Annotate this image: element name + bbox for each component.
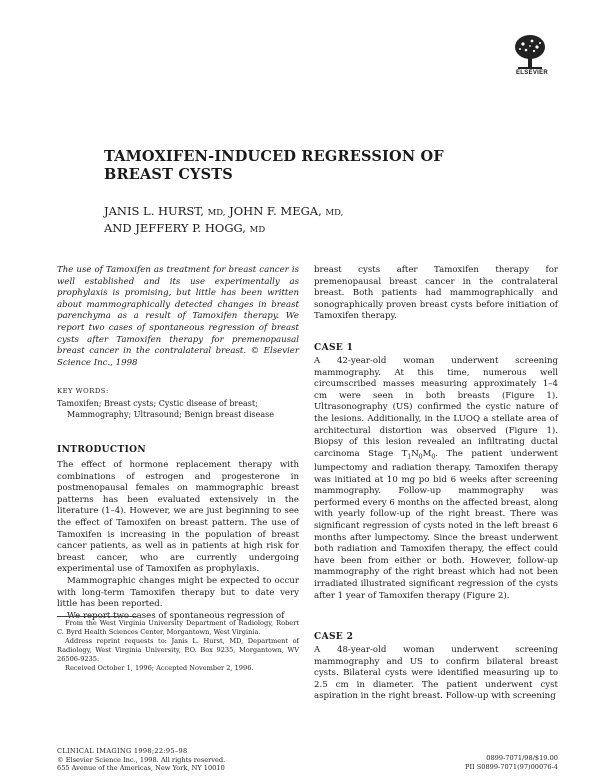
introduction-body	[57, 460, 299, 622]
footnote-affiliation: From the West Virginia University Department of Radiology, Robert C. Byrd Health Sciences Center, Morgantown, West Virginia.	[57, 619, 299, 636]
case-1-body	[314, 356, 558, 602]
author-hurst: JANIS L. HURST,	[104, 204, 204, 218]
case-1-text-b: . The patient underwent lumpectomy and radiation therapy. Tamoxifen therapy was initiated at 10 mg po bid 6 weeks after screening mammography. Follow-up mammography was performed every 6 months on the affected breast, along with yearly follow-up of the right breast. There was significant regression of cysts noted in the left breast 6 months after lumpectomy. Since the breast underwent both radiation and Tamoxifen therapy, the effect could have been from either or both. However, follow-up mammography of the right breast which had not been irradiated illustrated significant regression of the cysts after 1 year of Tamoxifen therapy (Figure 2).	[314, 448, 558, 601]
introduction-paragraph-2: Mammographic changes might be expected to occur with long-term Tamoxifen therapy but to date very little has been reported.	[57, 575, 299, 610]
abstract-copyright: © Elsevier Science Inc., 1998	[57, 346, 299, 368]
introduction-paragraph-3: We report two cases of spontaneous regression of	[67, 610, 285, 621]
introduction-continued: breast cysts after Tamoxifen therapy for premenopausal breast cancer in the contralateral breast. Both patients had mammographically and sonographically proven breast cysts before initiation of Tamoxifen therapy.	[314, 265, 558, 322]
footer-rights: © Elsevier Science Inc., 1998. All rights reserved.	[57, 755, 226, 764]
stage-n: N	[411, 448, 419, 459]
footer-address: 655 Avenue of the Americas, New York, NY 10010	[57, 764, 225, 773]
degree-mega: MD,	[325, 208, 344, 218]
case-1-text-a: A 42-year-old woman underwent screening mammography. At this time, numerous well circumscribed masses measuring approximately 1–4 cm were seen in both breasts (Figure 1). Ultrasonography (US) confirmed the cystic nature of the lesions. Additionally, in the LUOQ a stellate area of architectural distortion was observed (Figure 1). Biopsy of this lesion revealed an infiltrating ductal carcinoma Stage T	[314, 356, 558, 459]
footnote-received: Received October 1, 1996; Accepted November 2, 1996.	[65, 664, 254, 672]
introduction-paragraph-1: The effect of hormone replacement therapy with combinations of estrogen and progesterone in postmenopausal females on mammographic breast patterns has been evaluated extensively in the literature (1–4). However, we are just beginning to see the effect of Tamoxifen on breast pattern. The use of Tamoxifen is increasing in the population of breast cancer patients, as well as in patients at high risk for breast cancer, who are currently undergoing experimental use of Tamoxifen as prophylaxis.	[57, 460, 299, 575]
key-words-line-1: Tamoxifen; Breast cysts; Cystic disease of breast;	[57, 399, 258, 408]
footnote-reprint: Address reprint requests to: Janis L. Hurst, MD, Department of Radiology, West Virginia University, P.O. Box 9235, Morgantown, WV 26506-9235.	[57, 637, 299, 663]
footnote-divider	[57, 616, 137, 617]
footer-issn: 0899-7071/98/$19.00	[486, 754, 558, 762]
key-words	[57, 398, 299, 420]
journal-citation: CLINICAL IMAGING 1998;22:95–98	[57, 747, 188, 755]
abstract-text: The use of Tamoxifen as treatment for breast cancer is well established and its use experimentally as prophylaxis is promising, but little has been written about mammographically detected changes in breast parenchyma as a result of Tamoxifen therapy. We report two cases of spontaneous regression of breast cysts after Tamoxifen therapy for premenopausal breast cancer in the contralateral breast.	[57, 265, 299, 357]
key-words-line-2: Mammography; Ultrasound; Benign breast disease	[67, 410, 274, 419]
case-1-heading: CASE 1	[314, 343, 354, 353]
footnotes	[57, 619, 299, 673]
degree-hurst: MD,	[207, 208, 226, 218]
author-list	[104, 204, 424, 237]
author-hogg: AND JEFFERY P. HOGG,	[104, 220, 246, 235]
abstract	[57, 265, 299, 369]
case-2-heading: CASE 2	[314, 632, 354, 642]
footer-left	[57, 747, 337, 773]
introduction-heading: INTRODUCTION	[57, 445, 147, 455]
footer-right	[420, 754, 558, 771]
case-2-body: A 48-year-old woman underwent screening mammography and US to confirm bilateral breast cysts. Bilateral cysts were identified measuring up to 2.5 cm in diameter. The patient underwent cyst aspiration in the right breast. Follow-up with screening	[314, 645, 558, 702]
publisher-logo-text: ELSEVIER	[515, 70, 549, 76]
key-words-label: KEY WORDS:	[57, 387, 109, 395]
stage-n-sub: 0	[418, 453, 423, 461]
footer-pii: PII S0899-7071(97)00076-4	[465, 762, 558, 771]
stage-m-sub: 0	[431, 453, 436, 461]
author-mega: JOHN F. MEGA,	[229, 204, 322, 218]
degree-hogg: MD	[249, 224, 266, 235]
article-title: TAMOXIFEN-INDUCED REGRESSION OF BREAST CYSTS	[104, 148, 444, 183]
stage-t-sub: 1	[407, 453, 412, 461]
stage-m: M	[422, 448, 432, 459]
